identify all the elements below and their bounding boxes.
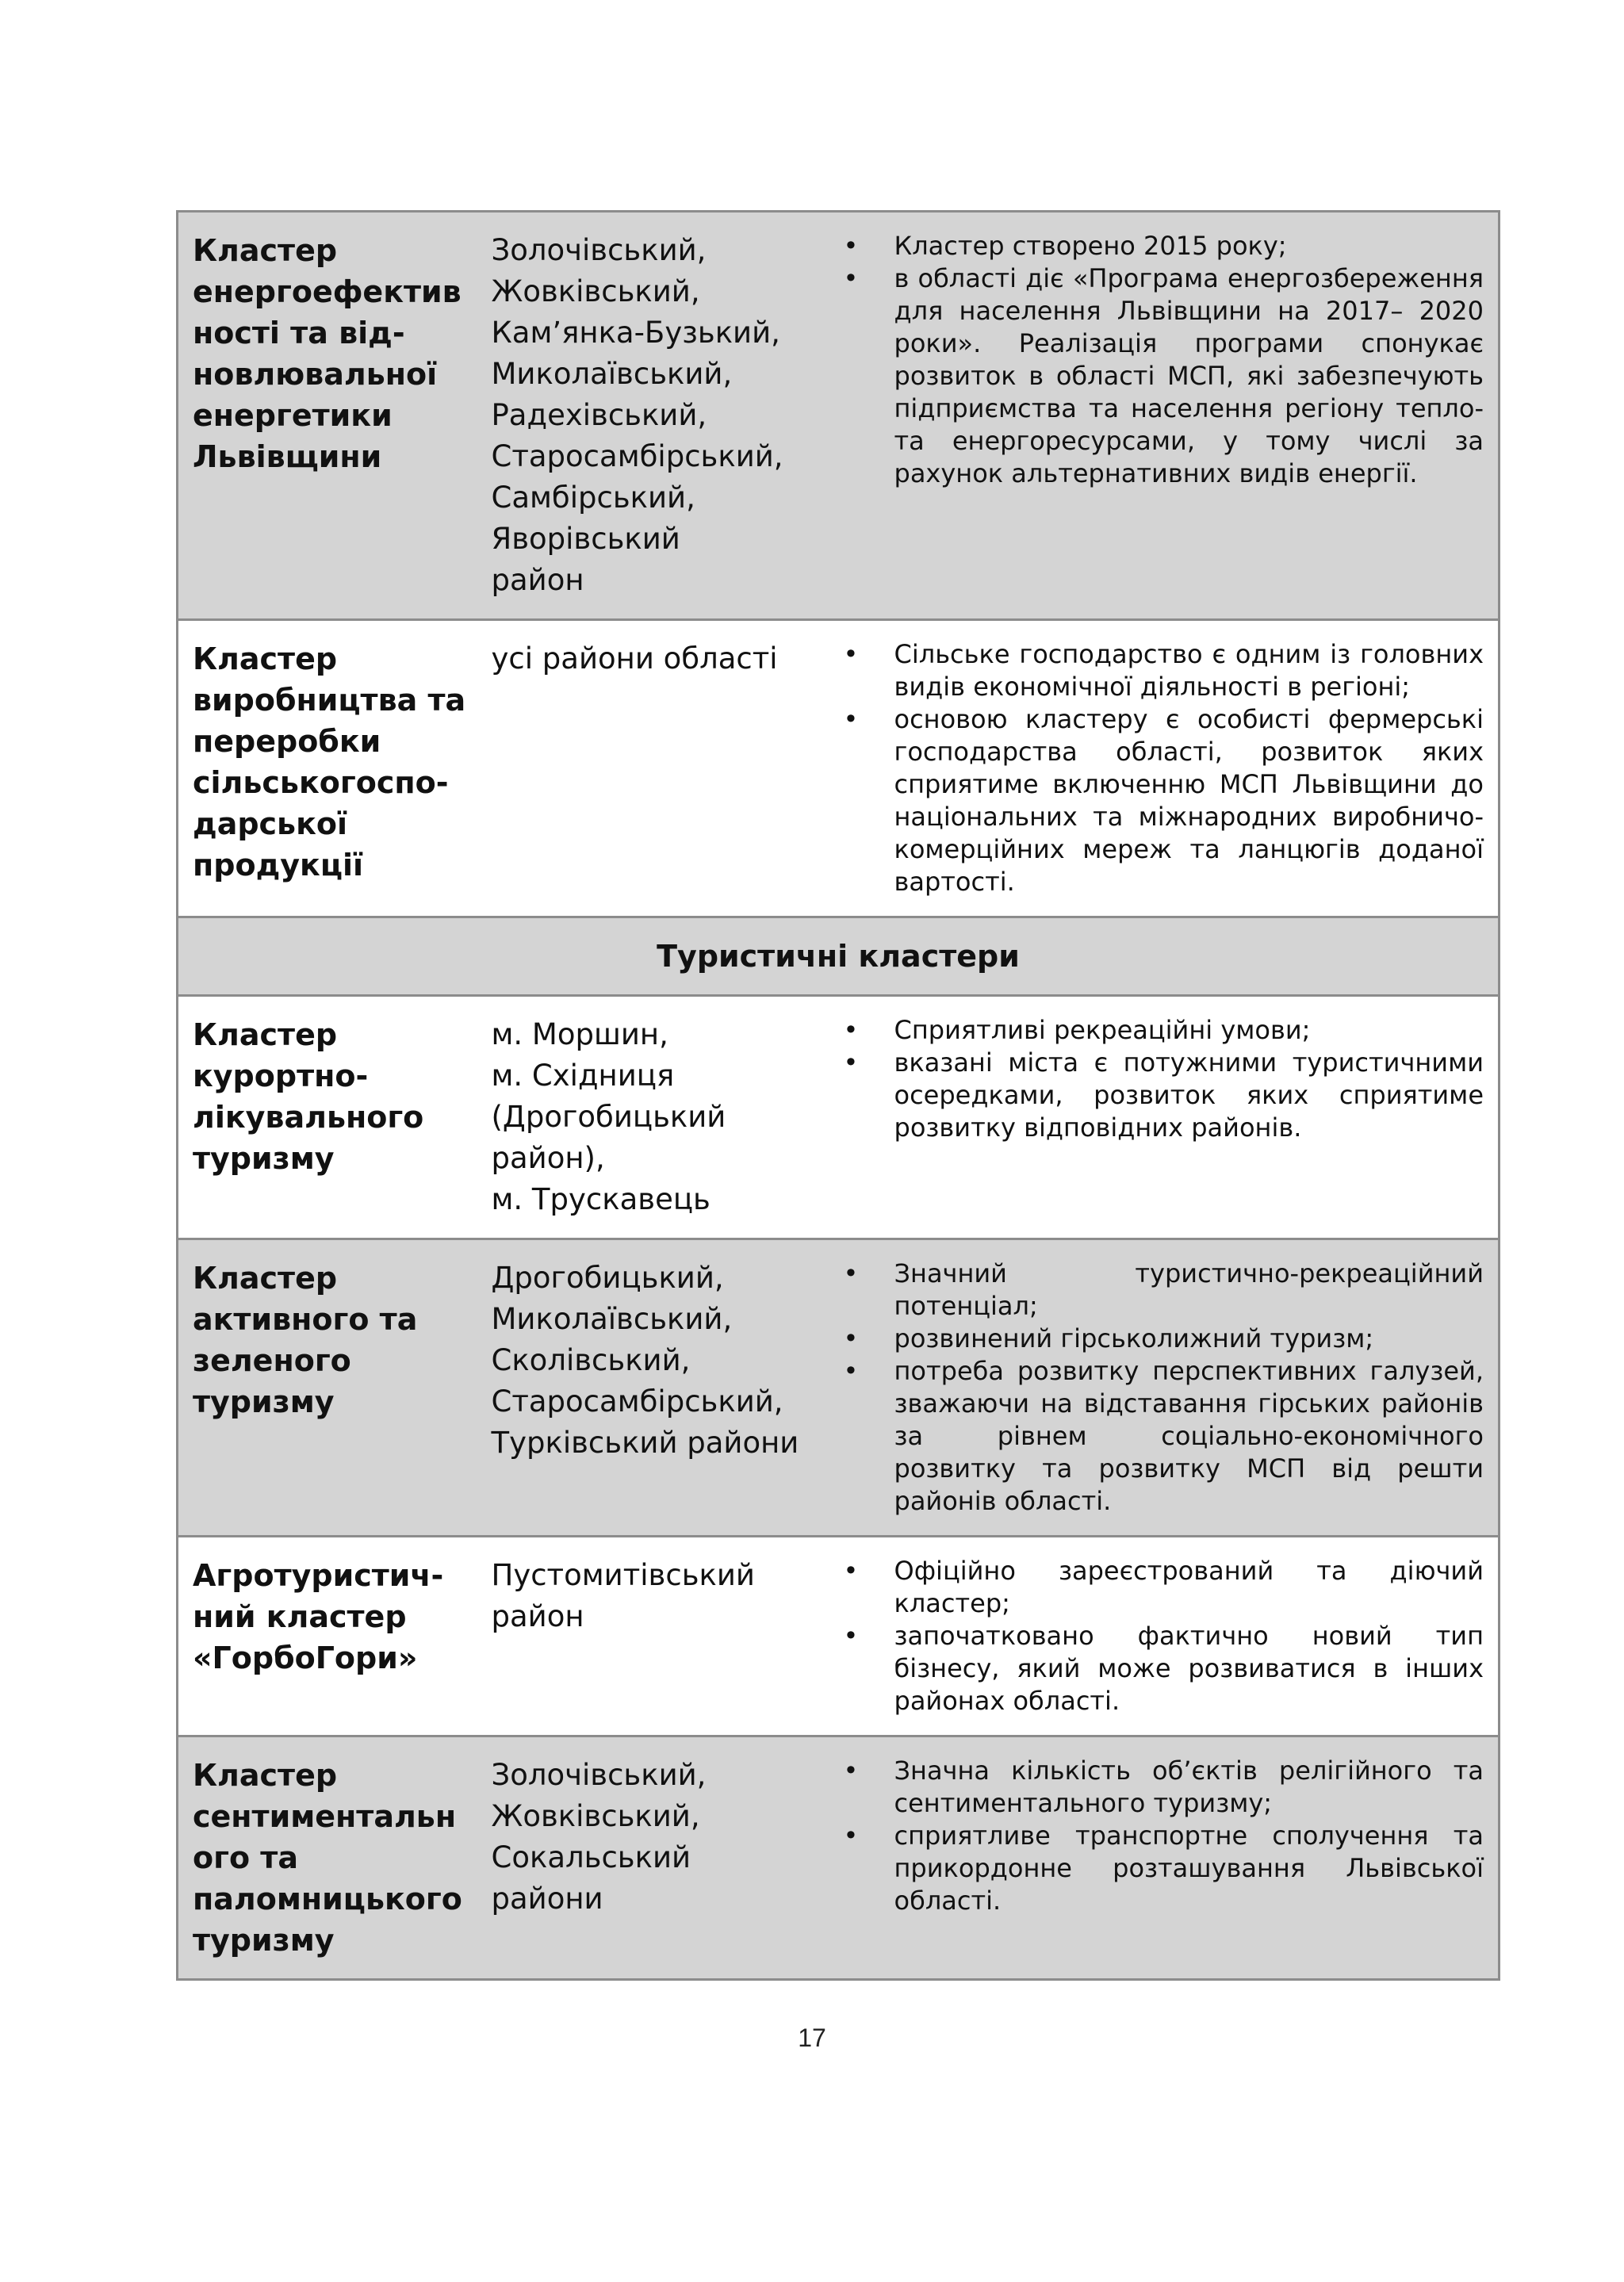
district-line: м. Східниця [491, 1059, 675, 1093]
bullet-item [837, 230, 1484, 262]
bullet-item [837, 1620, 1484, 1717]
district-line: Миколаївський, [491, 1302, 733, 1336]
district-line: м. Моршин, [491, 1017, 668, 1051]
bullet-text-line: кластер; [894, 1588, 1010, 1618]
page-number: 17 [798, 2024, 826, 2052]
clusters-table [176, 210, 1500, 1981]
bullet-dot-icon: • [843, 1756, 859, 1786]
cluster-name-line: Кластер [193, 1261, 338, 1296]
cluster-name-line: ності та від- [193, 316, 405, 350]
districts-cell [479, 620, 822, 917]
section-heading: Туристичні кластери [178, 917, 1500, 996]
bullet-text-line: видів економічної діяльності в регіоні; [894, 672, 1411, 702]
bullet-text-line: вартості. [894, 867, 1015, 897]
bullet-item [837, 1258, 1484, 1323]
bullet-text-line: розвинений гірськолижний туризм; [894, 1323, 1374, 1354]
bullet-dot-icon: • [843, 1356, 859, 1386]
bullet-dot-icon: • [843, 1323, 859, 1354]
table-row [178, 620, 1500, 917]
cluster-name-line: новлювальної [193, 357, 438, 392]
cluster-name-line: туризму [193, 1141, 335, 1176]
cluster-name-line: Кластер [193, 641, 338, 676]
bullet-text-line: сприятливе транспортне сполучення та [894, 1821, 1484, 1851]
cluster-name-line: Львівщини [193, 439, 382, 474]
bullet-text-line: сприятиме включенню МСП Львівщини до [894, 769, 1484, 799]
district-line: Турківський райони [491, 1426, 799, 1460]
districts-cell [479, 1239, 822, 1537]
cluster-name-line: Кластер [193, 233, 338, 268]
bullet-list [837, 1755, 1484, 1917]
district-line: Миколаївський, [491, 357, 733, 391]
districts-cell [479, 1537, 822, 1736]
bullet-item [837, 262, 1484, 490]
district-line: Золочівський, [491, 233, 707, 267]
table-row [178, 1736, 1500, 1980]
bullet-list [837, 638, 1484, 898]
bullet-text-line: потенціал; [894, 1291, 1038, 1321]
description-cell [822, 1239, 1500, 1537]
bullet-text-line: розвиток в області МСП, які забезпечують [894, 361, 1484, 391]
bullet-item [837, 1323, 1484, 1355]
cluster-name-line: дарської [193, 806, 348, 841]
bullet-text-line: Сільське господарство є одним із головних [894, 639, 1484, 669]
bullet-text-line: розвитку відповідних районів. [894, 1112, 1302, 1143]
bullet-item [837, 1820, 1484, 1917]
bullet-text-line: Офіційно зареєстрований та діючий [894, 1556, 1484, 1586]
cluster-name-cell [178, 1537, 479, 1736]
bullet-text-line: області. [894, 1886, 1002, 1916]
bullet-text-line: комерційних мереж та ланцюгів доданої [894, 834, 1484, 864]
cluster-name-line: сільськогоспо- [193, 765, 449, 800]
bullet-text-line: роки». Реалізація програми спонукає [894, 328, 1484, 358]
bullet-text-line: Значний туристично-рекреаційний [894, 1258, 1484, 1288]
bullet-text-line: зважаючи на відставання гірських районів [894, 1388, 1484, 1419]
cluster-name-cell [178, 1736, 479, 1980]
bullet-text-line: національних та міжнародних виробничо- [894, 802, 1484, 832]
description-cell [822, 1537, 1500, 1736]
bullet-dot-icon: • [843, 231, 859, 261]
district-line: Дрогобицький, [491, 1261, 724, 1295]
cluster-name-line: ний кластер [193, 1599, 407, 1634]
district-line: усі райони області [491, 641, 778, 676]
bullet-item [837, 1047, 1484, 1144]
cluster-name-line: Кластер [193, 1758, 338, 1793]
district-line: (Дрогобицький [491, 1100, 726, 1134]
district-line: Кам’янка-Бузький, [491, 316, 780, 350]
bullet-text-line: господарства області, розвиток яких [894, 737, 1484, 767]
cluster-name-cell [178, 212, 479, 620]
cluster-name-line: Агротуристич- [193, 1558, 444, 1593]
district-line: Старосамбірський, [491, 1384, 783, 1419]
district-line: Жовківський, [491, 1799, 700, 1833]
districts-cell [479, 212, 822, 620]
cluster-name-line: Кластер [193, 1017, 338, 1052]
section-heading-row [178, 917, 1500, 996]
bullet-text-line: сентиментального туризму; [894, 1788, 1273, 1818]
district-line: Самбірський, [491, 481, 695, 515]
bullet-text-line: розвитку та розвитку МСП від решти [894, 1453, 1484, 1484]
cluster-name-line: туризму [193, 1384, 335, 1419]
bullet-dot-icon: • [843, 1556, 859, 1586]
bullet-text-line: в області діє «Програма енергозбереження [894, 263, 1484, 293]
cluster-name-line: активного та [193, 1302, 418, 1337]
cluster-name-line: ого та [193, 1840, 298, 1875]
bullet-item [837, 638, 1484, 703]
cluster-name-line: енергоефектив [193, 274, 462, 309]
cluster-name-line: сентиментальн [193, 1799, 457, 1834]
district-line: Сколівський, [491, 1343, 691, 1377]
bullet-text-line: бізнесу, який може розвиватися в інших [894, 1653, 1484, 1683]
cluster-name-line: зеленого [193, 1343, 351, 1378]
bullet-text-line: прикордонне розташування Львівської [894, 1853, 1484, 1883]
bullet-item [837, 703, 1484, 898]
bullet-text-line: районах області. [894, 1686, 1120, 1716]
description-cell [822, 212, 1500, 620]
table-row [178, 1537, 1500, 1736]
district-line: м. Трускавець [491, 1182, 710, 1216]
cluster-name-line: туризму [193, 1923, 335, 1958]
district-line: Золочівський, [491, 1758, 707, 1792]
bullet-text-line: підприємства та населення регіону тепло- [894, 393, 1484, 423]
bullet-item [837, 1355, 1484, 1518]
district-line: район [491, 1599, 584, 1633]
bullet-text-line: рахунок альтернативних видів енергії. [894, 458, 1418, 488]
cluster-name-line: переробки [193, 724, 381, 759]
bullet-list [837, 230, 1484, 490]
bullet-list [837, 1014, 1484, 1144]
bullet-text-line: Сприятливі рекреаційні умови; [894, 1015, 1311, 1045]
bullet-dot-icon: • [843, 1258, 859, 1288]
districts-cell [479, 1736, 822, 1980]
bullet-text-line: Значна кількість об’єктів релігійного та [894, 1756, 1484, 1786]
district-line: Сокальський [491, 1840, 691, 1874]
districts-cell [479, 996, 822, 1239]
cluster-name-line: паломницького [193, 1882, 462, 1916]
bullet-text-line: потреба розвитку перспективних галузей, [894, 1356, 1484, 1386]
district-line: райони [491, 1882, 603, 1916]
bullet-text-line: районів області. [894, 1486, 1112, 1516]
bullet-text-line: започатковано фактично новий тип [894, 1621, 1484, 1651]
table-row [178, 996, 1500, 1239]
district-line: Радехівський, [491, 398, 707, 432]
district-line: Жовківський, [491, 274, 700, 308]
district-line: Яворівський [491, 522, 680, 556]
bullet-item [837, 1555, 1484, 1620]
bullet-dot-icon: • [843, 1821, 859, 1851]
cluster-name-line: курортно- [193, 1059, 369, 1093]
bullet-list [837, 1258, 1484, 1518]
table-row [178, 1239, 1500, 1537]
cluster-name-line: енергетики [193, 398, 393, 433]
bullet-text-line: для населення Львівщини на 2017– 2020 [894, 296, 1484, 326]
bullet-text-line: та енергоресурсами, у тому числі за [894, 426, 1484, 456]
description-cell [822, 620, 1500, 917]
description-cell [822, 996, 1500, 1239]
cluster-name-line: виробництва та [193, 683, 466, 718]
bullet-dot-icon: • [843, 639, 859, 669]
bullet-text-line: Кластер створено 2015 року; [894, 231, 1287, 261]
description-cell [822, 1736, 1500, 1980]
cluster-name-line: продукції [193, 848, 364, 883]
bullet-dot-icon: • [843, 1621, 859, 1651]
cluster-name-cell [178, 620, 479, 917]
cluster-name-line: лікувального [193, 1100, 424, 1135]
cluster-name-cell [178, 996, 479, 1239]
table-row [178, 212, 1500, 620]
bullet-text-line: вказані міста є потужними туристичними [894, 1047, 1484, 1078]
bullet-text-line: осередками, розвиток яких сприятиме [894, 1080, 1484, 1110]
cluster-name-cell [178, 1239, 479, 1537]
district-line: Старосамбірський, [491, 439, 783, 473]
district-line: район [491, 563, 584, 597]
bullet-dot-icon: • [843, 263, 859, 293]
district-line: Пустомитівський [491, 1558, 755, 1592]
bullet-list [837, 1555, 1484, 1717]
bullet-text-line: основою кластеру є особисті фермерські [894, 704, 1484, 734]
cluster-name-line: «ГорбоГори» [193, 1641, 418, 1675]
bullet-dot-icon: • [843, 1015, 859, 1045]
bullet-item [837, 1755, 1484, 1820]
bullet-text-line: за рівнем соціально-економічного [894, 1421, 1484, 1451]
bullet-item [837, 1014, 1484, 1047]
bullet-dot-icon: • [843, 704, 859, 734]
bullet-dot-icon: • [843, 1047, 859, 1078]
district-line: район), [491, 1141, 605, 1175]
